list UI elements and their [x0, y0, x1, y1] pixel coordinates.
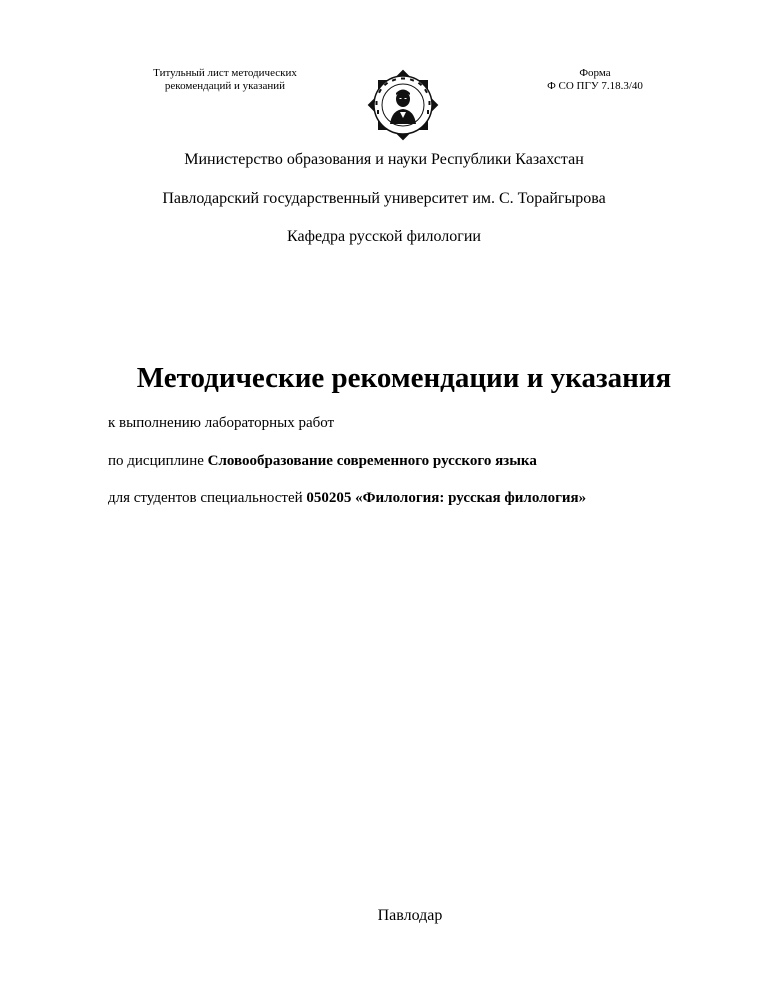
specialty-name: 050205 «Филология: русская филология»	[306, 490, 587, 506]
header-right-block	[520, 67, 670, 93]
department-name: Кафедра русской филологии	[287, 228, 481, 245]
university-emblem-icon	[366, 68, 440, 142]
header-left-block	[110, 67, 340, 93]
header-left-line2: рекомендаций и указаний	[164, 80, 286, 92]
form-label: Форма	[579, 67, 611, 79]
ministry-name: Министерство образования и науки Республики Казахстан	[184, 151, 584, 168]
specialty-line	[108, 488, 586, 508]
city-name: Павлодар	[377, 907, 443, 924]
form-code: Ф СО ПГУ 7.18.3/40	[547, 80, 643, 92]
discipline-line	[108, 451, 537, 471]
purpose-line: к выполнению лабораторных работ	[108, 415, 335, 431]
document-title: Методические рекомендации и указания	[136, 362, 672, 394]
discipline-prefix: по дисциплине	[108, 453, 208, 469]
header-left-line1: Титульный лист методических	[153, 67, 297, 79]
discipline-name: Словообразование современного русского языка	[207, 453, 537, 469]
specialty-prefix: для студентов специальностей	[108, 490, 307, 506]
university-name: Павлодарский государственный университет им. С. Торайгырова	[162, 190, 606, 207]
